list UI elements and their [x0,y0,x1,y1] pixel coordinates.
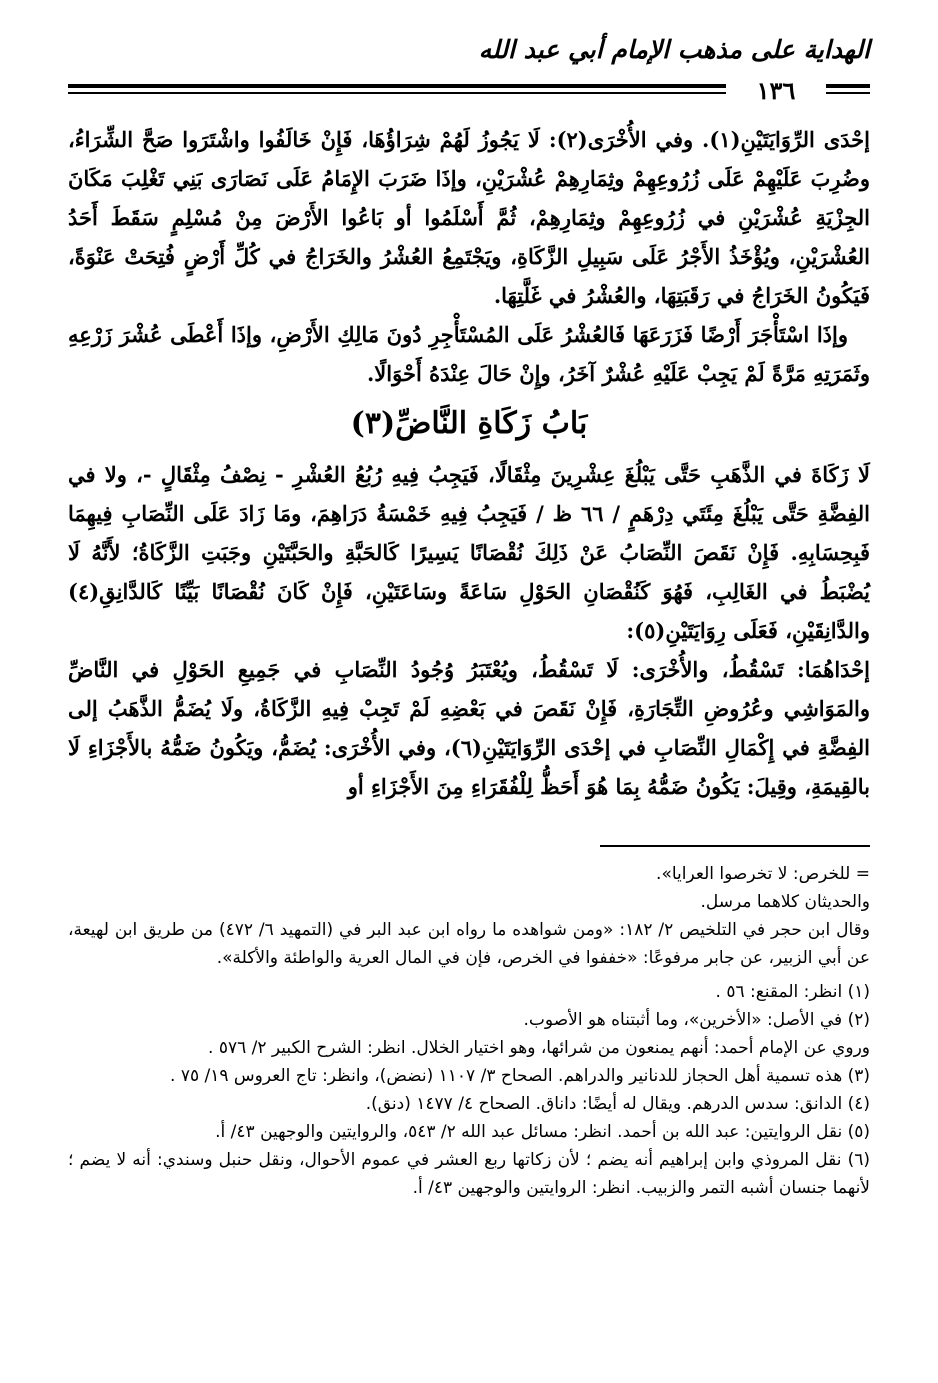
footnote-4: (٤) الدانق: سدس الدرهم. ويقال له أيضًا: داناق. الصحاح ٤/ ١٤٧٧ (دنق). [365,1094,870,1114]
footnotes [68,860,870,1202]
footnote-3: (٣) هذه تسمية أهل الحجاز للدنانير والدراهم. الصحاح ٣/ ١١٠٧ (نضض)، وانظر: تاج العروس ١٩/ ٧٥ . [170,1066,870,1086]
footnote-2-continued: وروي عن الإمام أحمد: أنهم يمنعون من شرائها، وهو اختيار الخلال. انظر: الشرح الكبير ٢/ ٥٧٦ . [208,1038,870,1058]
footnote-6: (٦) نقل المروذي وابن إبراهيم أنه يضم ؛ لأن زكاتها ربع العشر في عموم الأحوال، ونقل حنبل وسندي: أنه لا يضم ؛ لأنهما جنسان أشبه التمر والزبيب. انظر: الروايتين والوجهين ٤٣/ أ. [68,1150,870,1198]
footnote-continuation-1: = للخرص: لا تخرصوا العرايا». [656,864,870,884]
footnote-continuation-2: والحديثان كلاهما مرسل. [700,892,870,912]
chapter-heading: بَابُ زَكَاةِ النَّاضِّ(٣) [350,406,588,441]
body-paragraph-3: لَا زَكَاةَ في الذَّهَبِ حَتَّى يَبْلُغَ عِشْرِينَ مِثْقَالًا، فَيَجِبُ فِيهِ رُبُعُ العُشْرِ - نِصْفُ مِثْقَالٍ -، ولا في الفِضَّةِ حَتَّى يَبْلُغَ مِئَتَي دِرْهَمٍ / ٦٦ ظ / فَيَجِبُ فِيهِ خَمْسَةُ دَرَاهِمَ، ومَا زَادَ عَلَى النِّصَابِ فِيهِمَا فَبِحِسَابِهِ. فَإِنْ نَقَصَ النِّصَابُ عَنْ ذَلِكَ نُقْصَانًا يَسِيرًا كَالحَبَّةِ والحَبَّتَيْنِ وجَبَتِ الزَّكَاةُ؛ لأَنَّهُ لَا يُضْبَطُ في الغَالِبِ، فَهُوَ كَنُقْصَانِ الحَوْلِ سَاعَةً وسَاعَتَيْنِ، فَإِنْ كَانَ نُقْصَانًا بَيِّنًا كَالدَّانِقِ(٤) والدَّانِقَيْنِ، فَعَلَى رِوَايَتَيْنِ(٥): [68,462,870,643]
body-paragraph-4: إحْدَاهُمَا: تَسْقُطُ، والأُخْرَى: لَا تَسْقُطُ، ويُعْتَبَرُ وُجُودُ النِّصَابِ في جَمِيعِ الحَوْلِ في النَّاضِّ والمَوَاشِي وعُرُوضِ التِّجَارَةِ، فَإِنْ نَقَصَ في بَعْضِهِ لَمْ تَجِبْ فِيهِ الزَّكَاةُ، ولَا يُضَمُّ الذَّهَبُ إلى الفِضَّةِ في إِكْمَالِ النِّصَابِ في إحْدَى الرِّوَايَتَيْنِ(٦)، وفي الأُخْرَى: يُضَمُّ، ويَكُونُ ضَمُّهُ بالأَجْزَاءِ لَا بالقِيمَةِ، وقِيلَ: يَكُونُ ضَمُّهُ بِمَا هُوَ أَحَظُّ لِلْفُقَرَاءِ مِنَ الأَجْزَاءِ أو [68,657,870,799]
body-paragraph-2: وإذَا اسْتَأْجَرَ أَرْضًا فَزَرَعَهَا فَالعُشْرُ عَلَى المُسْتَأْجِرِ دُونَ مَالِكِ الأَرْضِ، وإذَا أَعْطَى عُشْرَ زَرْعِهِ وثَمَرَتِهِ مَرَّةً لَمْ يَجِبْ عَلَيْهِ عُشْرٌ آخَرُ، وإِنْ حَالَ عِنْدَهُ أَحْوَالًا. [68,322,870,386]
footnote-continuation-3: وقال ابن حجر في التلخيص ٢/ ١٨٢: «ومن شواهده ما رواه ابن عبد البر في (التمهيد ٦/ ٤٧٢) من طريق ابن لهيعة، عن أبي الزبير، عن جابر مرفوعًا: «خففوا في الخرص، فإن في المال العرية والواطئة والأكلة». [68,920,870,968]
main-text [68,120,870,806]
running-title: الهداية على مذهب الإمام أبي عبد الله [478,35,870,64]
body-paragraph-1: إحْدَى الرِّوَايَتَيْنِ(١). وفي الأُخْرَى(٢): لَا يَجُوزُ لَهُمْ شِرَاؤُهَا، فَإِنْ خَالَفُوا واشْتَرَوا صَحَّ الشِّرَاءُ، وضُرِبَ عَلَيْهِمْ عَلَى زُرُوعِهِمْ وثِمَارِهِمْ عُشْرَيْنِ، وإذَا ضَرَبَ الإِمَامُ عَلَى نَصَارَى بَنِي تَغْلِبَ مَكَانَ الجِزْيَةِ عُشْرَيْنِ في زُرُوعِهِمْ وثِمَارِهِمْ، ثُمَّ أَسْلَمُوا أو بَاعُوا الأَرْضَ مِنْ مُسْلِمٍ سَقَطَ أَحَدُ العُشْرَيْنِ، ويُؤْخَذُ الأَجْرُ عَلَى سَبِيلِ الزَّكَاةِ، ويَجْتَمِعُ العُشْرُ والخَرَاجُ في كُلِّ أَرْضٍ فُتِحَتْ عَنْوَةً، فَيَكُونُ الخَرَاجُ في رَقَبَتِهَا، والعُشْرُ في غَلَّتِهَا. [68,127,870,308]
footnote-separator [600,845,870,847]
page-number: ١٣٦ [726,72,826,110]
footnote-5: (٥) نقل الروايتين: عبد الله بن أحمد. انظر: مسائل عبد الله ٢/ ٥٤٣، والروايتين والوجهين ٤٣/ أ. [215,1122,870,1142]
footnote-2: (٢) في الأصل: «الأخرين»، وما أثبتناه هو الأصوب. [523,1010,870,1030]
footnote-1: (١) انظر: المقنع: ٥٦ . [715,982,870,1002]
